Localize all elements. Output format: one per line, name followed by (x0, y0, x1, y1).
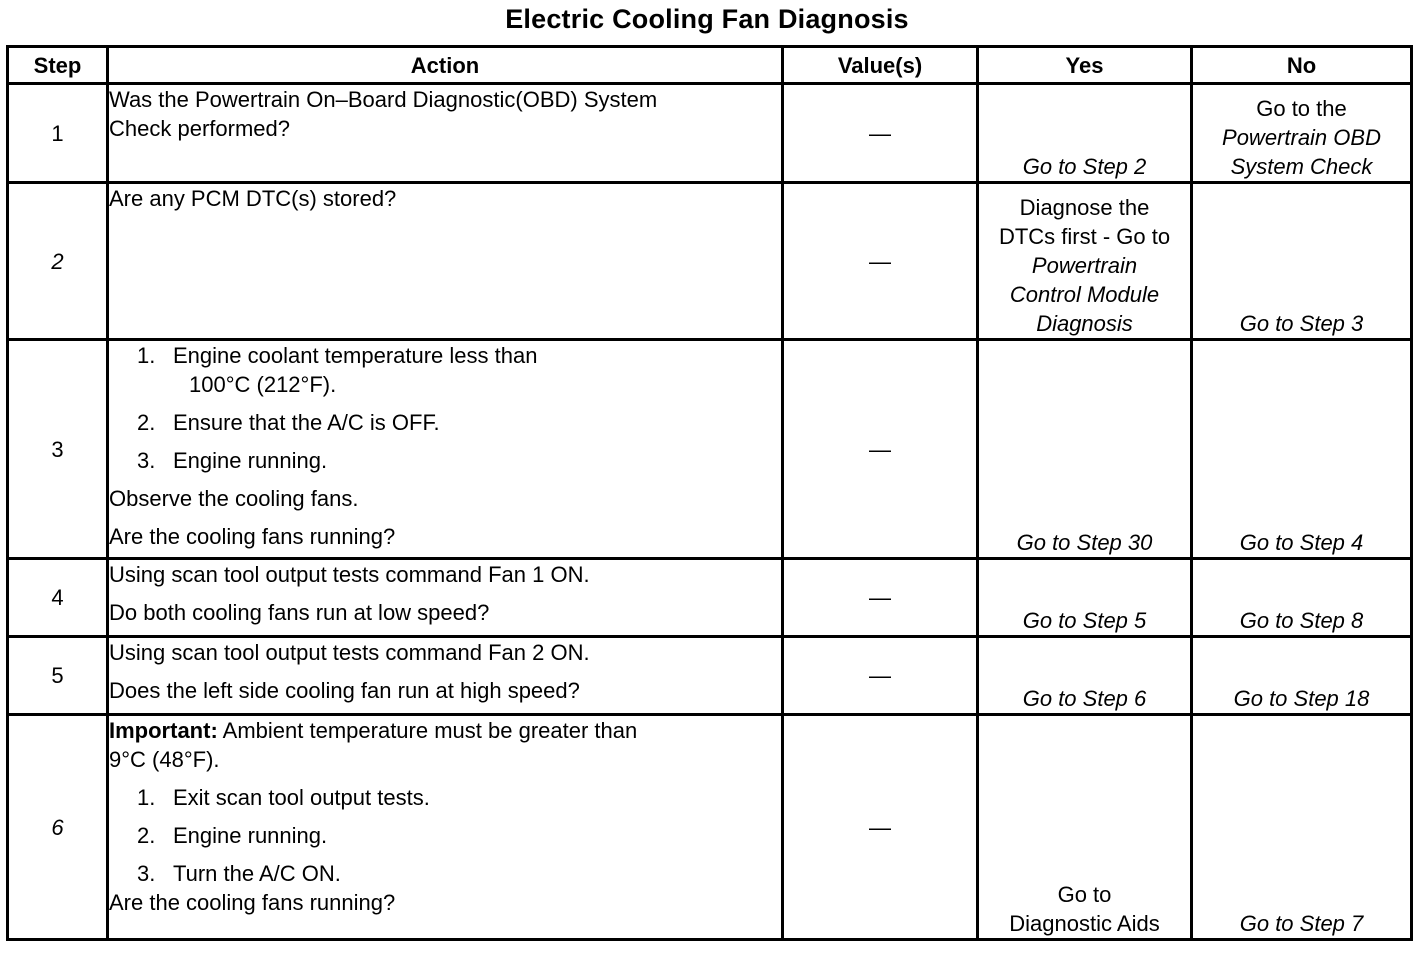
no-cell: Go to Step 8 (1192, 559, 1412, 637)
list-item-continuation: 100°C (212°F). (189, 372, 337, 397)
yes-text: Go to (1057, 882, 1112, 907)
action-cell (108, 183, 783, 340)
column-header-action: Action (108, 47, 783, 84)
yes-text: Diagnosis (1036, 311, 1133, 336)
diagnosis-table (6, 45, 1413, 941)
value-cell: — (783, 84, 978, 183)
yes-cell: Go to Step 2 (978, 84, 1192, 183)
yes-cell (978, 715, 1192, 940)
step-number: 3 (8, 340, 108, 559)
page-title: Electric Cooling Fan Diagnosis (505, 4, 909, 34)
column-header-yes: Yes (978, 47, 1192, 84)
value-cell: — (783, 637, 978, 715)
yes-cell (978, 183, 1192, 340)
yes-text: Diagnose the (1019, 195, 1150, 220)
no-cell (1192, 84, 1412, 183)
no-text: System Check (1230, 154, 1373, 179)
action-text: Do both cooling fans run at low speed? (109, 600, 490, 625)
action-cell (108, 559, 783, 637)
yes-text: Diagnostic Aids (1009, 911, 1160, 936)
table-row (8, 715, 1412, 940)
table-row (8, 637, 1412, 715)
yes-cell: Go to Step 6 (978, 637, 1192, 715)
table-row (8, 84, 1412, 183)
list-item: 2. Ensure that the A/C is OFF. (137, 410, 440, 435)
step-number: 2 (8, 183, 108, 340)
important-note-continuation: 9°C (48°F). (109, 747, 220, 772)
column-header-step: Step (8, 47, 108, 84)
no-cell: Go to Step 3 (1192, 183, 1412, 340)
no-text: Powertrain OBD (1222, 125, 1381, 150)
yes-text: DTCs first - Go to (998, 224, 1171, 249)
yes-text: Powertrain (1031, 253, 1138, 278)
action-text: Was the Powertrain On–Board Diagnostic(OBD) System (109, 87, 658, 112)
step-number: 6 (8, 715, 108, 940)
action-text: Are the cooling fans running? (109, 890, 396, 915)
important-label: Important: (109, 718, 218, 743)
value-cell: — (783, 183, 978, 340)
no-cell: Go to Step 7 (1192, 715, 1412, 940)
action-cell (108, 84, 783, 183)
action-cell (108, 637, 783, 715)
yes-cell: Go to Step 30 (978, 340, 1192, 559)
list-item: 1. Exit scan tool output tests. (137, 785, 430, 810)
yes-text: Control Module (1009, 282, 1160, 307)
value-cell: — (783, 715, 978, 940)
action-cell (108, 340, 783, 559)
list-item: 2. Engine running. (137, 823, 328, 848)
action-text: Check performed? (109, 116, 290, 141)
action-text: Are the cooling fans running? (109, 524, 396, 549)
list-item: 3. Turn the A/C ON. (137, 861, 341, 886)
column-header-no: No (1192, 47, 1412, 84)
step-number: 4 (8, 559, 108, 637)
column-header-values: Value(s) (783, 47, 978, 84)
table-row (8, 559, 1412, 637)
value-cell: — (783, 559, 978, 637)
value-cell: — (783, 340, 978, 559)
list-item: 3. Engine running. (137, 448, 328, 473)
table-row (8, 340, 1412, 559)
list-item: 1. Engine coolant temperature less than (137, 343, 538, 368)
action-text: Are any PCM DTC(s) stored? (109, 186, 397, 211)
action-cell (108, 715, 783, 940)
important-note: Important: Ambient temperature must be greater than (109, 718, 638, 743)
action-text: Using scan tool output tests command Fan 1 ON. (109, 562, 590, 587)
no-cell: Go to Step 18 (1192, 637, 1412, 715)
step-number: 5 (8, 637, 108, 715)
no-text: Go to the (1256, 96, 1347, 121)
table-row (8, 183, 1412, 340)
action-text: Using scan tool output tests command Fan 2 ON. (109, 640, 590, 665)
action-text: Observe the cooling fans. (109, 486, 359, 511)
table-header-row (8, 47, 1412, 84)
no-cell: Go to Step 4 (1192, 340, 1412, 559)
yes-cell: Go to Step 5 (978, 559, 1192, 637)
step-number: 1 (8, 84, 108, 183)
action-text: Does the left side cooling fan run at high speed? (109, 678, 580, 703)
